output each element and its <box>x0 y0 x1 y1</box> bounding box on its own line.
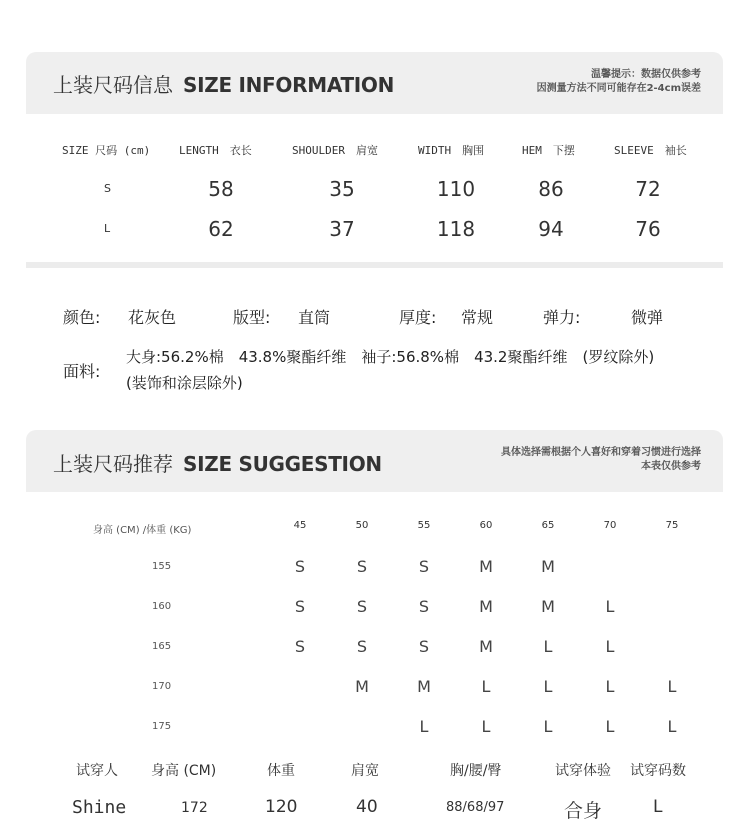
grid-cell: L <box>605 677 615 696</box>
size-info-note-line2: 因测量方法不同可能存在2-4cm误差 <box>536 83 701 94</box>
shoulder-value-s: 35 <box>329 177 355 201</box>
size-suggestion-note-line1: 具体选择需根据个人喜好和穿着习惯进行选择 <box>501 447 701 458</box>
weight-header: 70 <box>603 520 617 531</box>
grid-cell: L <box>543 677 553 696</box>
grid-cell: L <box>543 637 553 656</box>
size-header: SIZE 尺码 (cm) <box>62 144 151 157</box>
grid-corner-label: 身高 (CM) /体重 (KG) <box>93 525 192 536</box>
tester-experience: 合身 <box>564 800 603 822</box>
size-label-s: S <box>104 182 111 195</box>
grid-cell: S <box>294 557 306 576</box>
experience-header: 试穿体验 <box>555 763 611 779</box>
length-header: LENGTH 衣长 <box>179 144 252 157</box>
grid-cell: L <box>605 597 615 616</box>
width-value-l: 118 <box>436 217 476 241</box>
elastic-value: 微弹 <box>631 308 664 327</box>
grid-cell: M <box>541 557 555 576</box>
grid-cell: L <box>419 717 429 736</box>
hem-value-s: 86 <box>538 177 564 201</box>
tester-measurements: 88/68/97 <box>446 800 505 815</box>
grid-cell: M <box>479 597 493 616</box>
thickness-label: 厚度: <box>399 308 437 327</box>
size-info-note <box>537 68 701 96</box>
weight-header: 75 <box>665 520 679 531</box>
size-info-note-line1: 温馨提示：数据仅供参考 <box>591 69 701 80</box>
weight-header: 55 <box>417 520 431 531</box>
grid-cell: L <box>543 717 553 736</box>
grid-cell: M <box>417 677 431 696</box>
grid-cell: S <box>356 597 368 616</box>
height-label: 175 <box>152 721 172 732</box>
size-label-l: L <box>104 222 111 235</box>
grid-cell: S <box>418 557 430 576</box>
size-info-title-en: SIZE INFORMATION <box>183 73 395 97</box>
elastic-label: 弹力: <box>543 308 581 327</box>
sleeve-value-l: 76 <box>635 217 661 241</box>
size-suggestion-title-cn: 上装尺码推荐 <box>53 452 173 476</box>
size-info-title-cn: 上装尺码信息 <box>53 73 173 97</box>
size-info-banner <box>26 52 723 114</box>
shoulder-header: 肩宽 <box>351 763 379 779</box>
grid-cell: S <box>418 597 430 616</box>
weight-header: 体重 <box>267 763 295 779</box>
shoulder-header: SHOULDER 肩宽 <box>292 144 378 157</box>
tester-size: L <box>653 797 663 817</box>
height-label: 165 <box>152 641 172 652</box>
fabric-label: 面料: <box>63 362 101 381</box>
fabric-line-2: (装饰和涂层除外) <box>126 374 243 392</box>
grid-cell: L <box>605 717 615 736</box>
height-label: 170 <box>152 681 172 692</box>
grid-cell: S <box>294 637 306 656</box>
tester-weight: 120 <box>265 797 298 817</box>
width-header: WIDTH 胸围 <box>418 144 485 157</box>
grid-cell: S <box>418 637 430 656</box>
color-label: 颜色: <box>63 308 101 327</box>
grid-cell: S <box>294 597 306 616</box>
fit-value: 直筒 <box>298 308 331 327</box>
tester-header: 试穿人 <box>76 763 118 779</box>
size-suggestion-note <box>501 446 701 474</box>
grid-cell: S <box>356 637 368 656</box>
tester-height: 172 <box>181 800 208 816</box>
size-suggestion-title-en: SIZE SUGGESTION <box>183 452 382 476</box>
weight-header: 65 <box>541 520 555 531</box>
grid-cell: L <box>667 717 677 736</box>
grid-cell: M <box>479 637 493 656</box>
length-value-l: 62 <box>208 217 234 241</box>
grid-cell: M <box>479 557 493 576</box>
tester-name: Shine <box>72 797 127 818</box>
size-suggestion-banner <box>26 430 723 492</box>
grid-cell: L <box>481 717 491 736</box>
height-label: 160 <box>152 601 172 612</box>
hem-header: HEM 下摆 <box>522 144 575 157</box>
weight-header: 45 <box>293 520 307 531</box>
grid-cell: L <box>481 677 491 696</box>
color-value: 花灰色 <box>128 308 177 327</box>
height-header: 身高 (CM) <box>151 763 217 779</box>
shoulder-value-l: 37 <box>329 217 355 241</box>
grid-cell: L <box>605 637 615 656</box>
grid-cell: M <box>355 677 369 696</box>
grid-cell: S <box>356 557 368 576</box>
fit-label: 版型: <box>233 308 271 327</box>
sleeve-header: SLEEVE 袖长 <box>614 144 687 157</box>
thickness-value: 常规 <box>461 308 494 327</box>
sleeve-value-s: 72 <box>635 177 661 201</box>
size-suggestion-title <box>53 448 382 477</box>
tester-shoulder: 40 <box>356 797 378 817</box>
height-label: 155 <box>152 561 172 572</box>
hem-value-l: 94 <box>538 217 564 241</box>
width-value-s: 110 <box>436 177 476 201</box>
grid-cell: M <box>541 597 555 616</box>
weight-header: 50 <box>355 520 369 531</box>
fabric-line-1: 大身:56.2%棉 43.8%聚酯纤维 袖子:56.8%棉 43.2聚酯纤维 (罗纹除外) <box>126 348 655 366</box>
size-info-title <box>53 69 394 98</box>
section-divider <box>26 262 723 268</box>
measurements-header: 胸/腰/臀 <box>450 763 502 779</box>
length-value-s: 58 <box>208 177 234 201</box>
size-suggestion-note-line2: 本表仅供参考 <box>641 461 701 472</box>
grid-cell: L <box>667 677 677 696</box>
tried-size-header: 试穿码数 <box>630 763 686 779</box>
weight-header: 60 <box>479 520 493 531</box>
